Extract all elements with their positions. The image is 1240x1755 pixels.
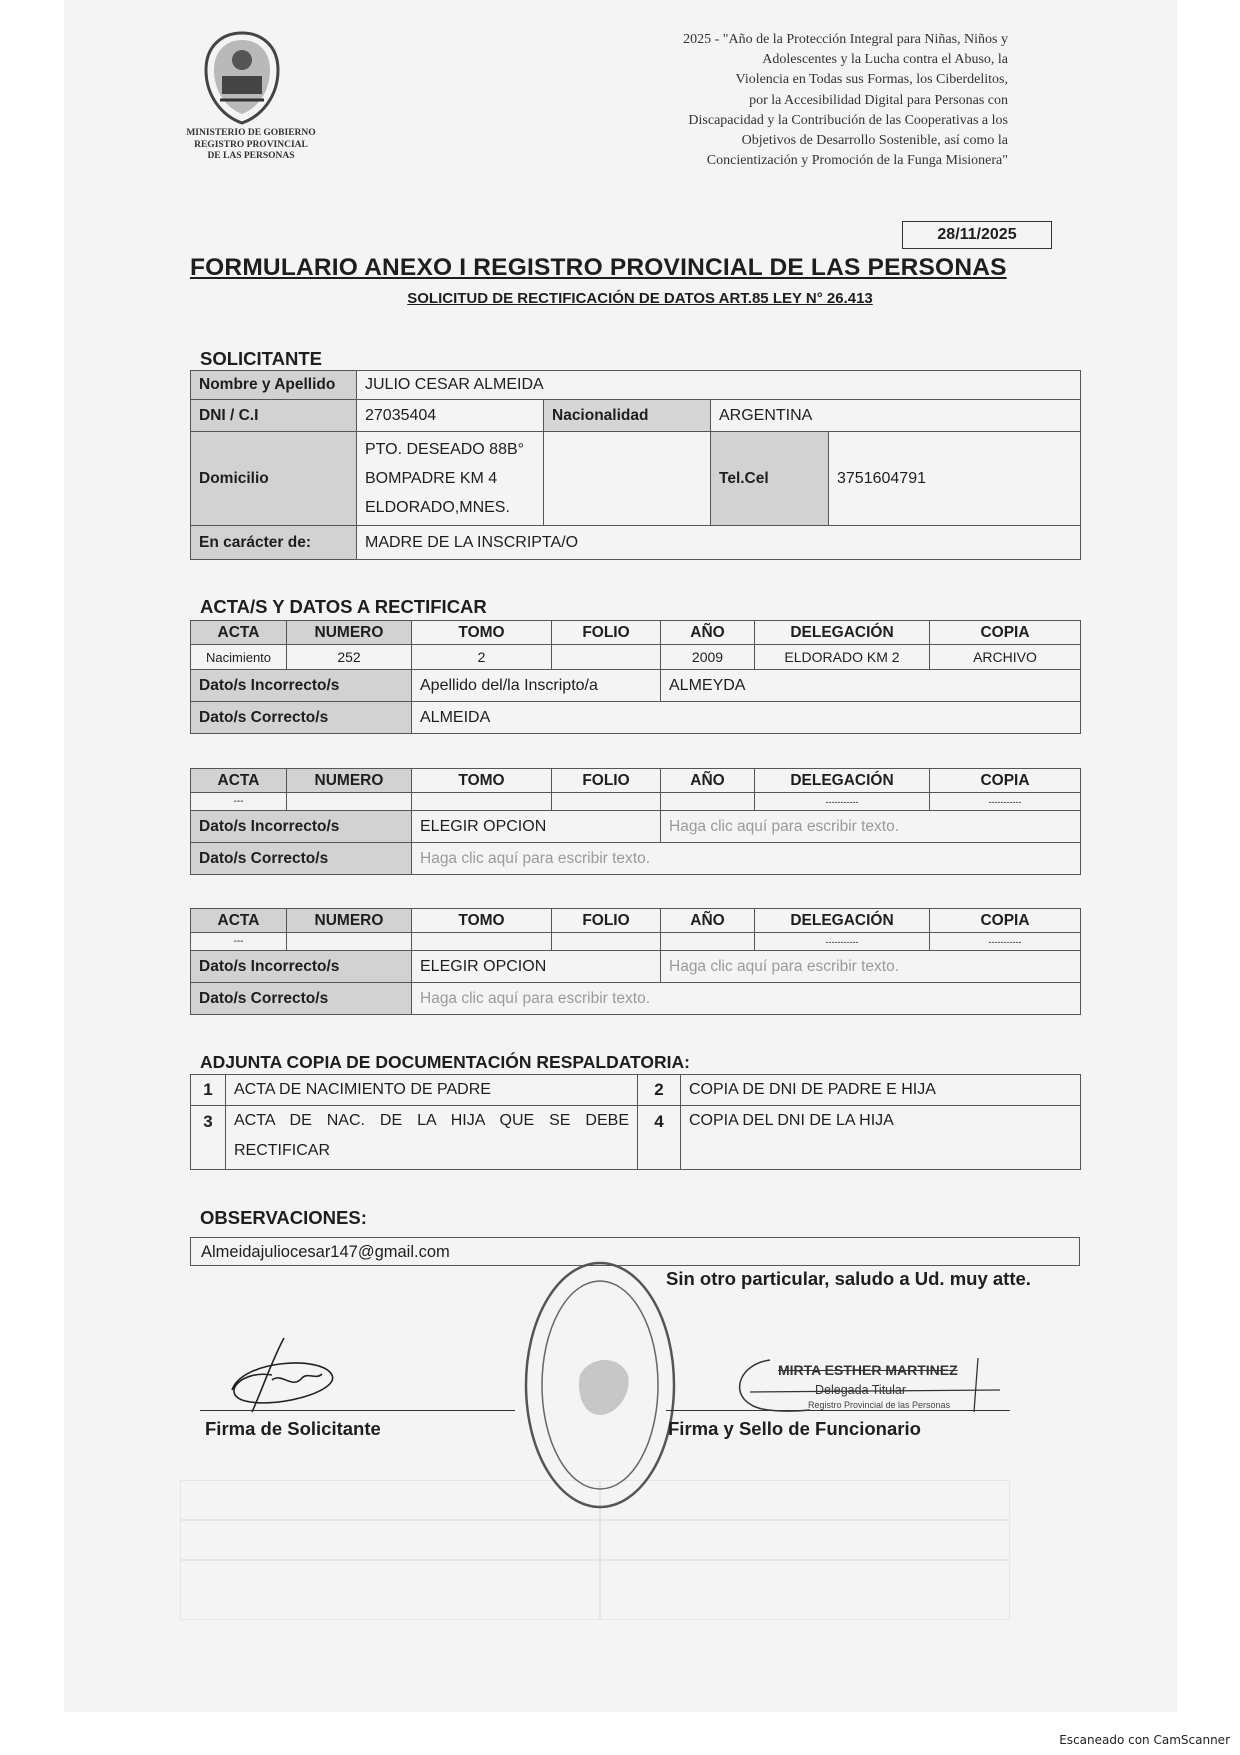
copia-field[interactable]: ----------- xyxy=(930,793,1081,811)
incorrect-label: Dato/s Incorrecto/s xyxy=(191,951,412,983)
section-title-observaciones: OBSERVACIONES: xyxy=(200,1207,367,1228)
form-subtitle: SOLICITUD DE RECTIFICACIÓN DE DATOS ART.85 LEY N° 26.413 xyxy=(407,290,873,307)
slogan-line: Discapacidad y la Contribución de las Cooperativas a los xyxy=(688,112,1008,128)
telcel-field[interactable]: 3751604791 xyxy=(829,432,1081,526)
incorrect-value-field[interactable]: Haga clic aquí para escribir texto. xyxy=(661,951,1081,983)
header-anio: AÑO xyxy=(661,621,755,645)
signature-line-solicitante xyxy=(200,1410,515,1411)
anio-field[interactable]: 2009 xyxy=(661,645,755,670)
folio-field[interactable] xyxy=(552,793,661,811)
correct-value-field[interactable]: ALMEIDA xyxy=(412,702,1081,734)
firma-funcionario-label: Firma y Sello de Funcionario xyxy=(668,1418,921,1439)
header-tomo: TOMO xyxy=(412,909,552,933)
correct-value-field[interactable]: Haga clic aquí para escribir texto. xyxy=(412,843,1081,875)
handwritten-signature xyxy=(212,1330,362,1420)
domicilio-line: BOMPADRE KM 4 xyxy=(365,470,498,487)
slogan-line: Objetivos de Desarrollo Sostenible, así como la xyxy=(741,133,1008,149)
folio-field[interactable] xyxy=(552,645,661,670)
correct-label: Dato/s Correcto/s xyxy=(191,983,412,1015)
ministry-line: REGISTRO PROVINCIAL xyxy=(194,139,308,150)
section-title-solicitante: SOLICITANTE xyxy=(200,348,322,369)
year-slogan xyxy=(520,30,1008,171)
caracter-label: En carácter de: xyxy=(191,526,357,560)
header-copia: COPIA xyxy=(930,909,1081,933)
tomo-field[interactable]: 2 xyxy=(412,645,552,670)
incorrect-option-select[interactable]: Apellido del/la Inscripto/a xyxy=(412,670,661,702)
official-round-stamp xyxy=(520,1255,680,1515)
slogan-line: Concientización y Promoción de la Funga Misionera" xyxy=(706,153,1008,169)
copia-field[interactable]: ARCHIVO xyxy=(930,645,1081,670)
domicilio-field[interactable] xyxy=(357,432,544,526)
nacionalidad-field[interactable]: ARGENTINA xyxy=(711,400,1081,432)
acta-type-field[interactable]: Nacimiento xyxy=(191,645,287,670)
incorrect-option-select[interactable]: ELEGIR OPCION xyxy=(412,951,661,983)
header-acta: ACTA xyxy=(191,769,287,793)
header-delegacion: DELEGACIÓN xyxy=(755,621,930,645)
bleed-through-lines xyxy=(180,1480,1010,1620)
caracter-field[interactable]: MADRE DE LA INSCRIPTA/O xyxy=(357,526,1081,560)
slogan-line: por la Accesibilidad Digital para Personas con xyxy=(749,92,1008,108)
nacionalidad-label: Nacionalidad xyxy=(544,400,711,432)
header-acta: ACTA xyxy=(191,621,287,645)
doc-number: 1 xyxy=(191,1075,226,1106)
anio-field[interactable] xyxy=(661,933,755,951)
header-folio: FOLIO xyxy=(552,621,661,645)
correct-value-field[interactable]: Haga clic aquí para escribir texto. xyxy=(412,983,1081,1015)
delegacion-field[interactable]: ELDORADO KM 2 xyxy=(755,645,930,670)
correct-label: Dato/s Correcto/s xyxy=(191,843,412,875)
header-tomo: TOMO xyxy=(412,769,552,793)
scanner-watermark: Escaneado con CamScanner xyxy=(1059,1733,1230,1747)
folio-field[interactable] xyxy=(552,933,661,951)
incorrect-label: Dato/s Incorrecto/s xyxy=(191,811,412,843)
delegacion-field[interactable]: ----------- xyxy=(755,933,930,951)
doc-item[interactable]: COPIA DEL DNI DE LA HIJA xyxy=(681,1106,1081,1170)
incorrect-label: Dato/s Incorrecto/s xyxy=(191,670,412,702)
ministry-line: MINISTERIO DE GOBIERNO xyxy=(186,128,316,138)
date-field[interactable]: 28/11/2025 xyxy=(902,221,1052,249)
ministry-line: DE LAS PERSONAS xyxy=(207,151,295,161)
official-role: Delegada Titular xyxy=(815,1383,907,1397)
doc-number: 4 xyxy=(638,1106,681,1170)
header-numero: NUMERO xyxy=(287,769,412,793)
section-title-adjunta: ADJUNTA COPIA DE DOCUMENTACIÓN RESPALDATORIA: xyxy=(200,1052,690,1072)
nombre-label: Nombre y Apellido xyxy=(191,371,357,400)
header-anio: AÑO xyxy=(661,769,755,793)
numero-field[interactable] xyxy=(287,933,412,951)
slogan-line: Adolescentes y la Lucha contra el Abuso, la xyxy=(762,52,1008,68)
header-numero: NUMERO xyxy=(287,621,412,645)
doc-item[interactable]: COPIA DE DNI DE PADRE E HIJA xyxy=(681,1075,1081,1106)
observaciones-field[interactable]: Almeidajuliocesar147@gmail.com xyxy=(190,1237,1080,1266)
form-title: FORMULARIO ANEXO I REGISTRO PROVINCIAL DE LAS PERSONAS xyxy=(190,254,1007,281)
official-name: MIRTA ESTHER MARTINEZ xyxy=(778,1362,958,1378)
closing-text: Sin otro particular, saludo a Ud. muy atte. xyxy=(666,1268,1031,1289)
domicilio-line: ELDORADO,MNES. xyxy=(365,499,510,516)
header-acta: ACTA xyxy=(191,909,287,933)
header-delegacion: DELEGACIÓN xyxy=(755,769,930,793)
doc-item[interactable]: ACTA DE NAC. DE LA HIJA QUE SE DEBE RECTIFICAR xyxy=(226,1106,638,1170)
header-tomo: TOMO xyxy=(412,621,552,645)
acta-type-field[interactable]: --- xyxy=(191,793,287,811)
solicitante-table xyxy=(190,370,1081,560)
provincial-seal-emblem xyxy=(200,30,284,126)
dni-field[interactable]: 27035404 xyxy=(357,400,544,432)
anio-field[interactable] xyxy=(661,793,755,811)
slogan-line: Violencia en Todas sus Formas, los Ciberdelitos, xyxy=(735,72,1008,88)
doc-number: 2 xyxy=(638,1075,681,1106)
header-copia: COPIA xyxy=(930,621,1081,645)
numero-field[interactable] xyxy=(287,793,412,811)
header-anio: AÑO xyxy=(661,909,755,933)
domicilio-label: Domicilio xyxy=(191,432,357,526)
header-copia: COPIA xyxy=(930,769,1081,793)
delegacion-field[interactable]: ----------- xyxy=(755,793,930,811)
firma-solicitante-label: Firma de Solicitante xyxy=(205,1418,381,1439)
signature-line-funcionario xyxy=(666,1410,1010,1411)
header-folio: FOLIO xyxy=(552,909,661,933)
incorrect-value-field[interactable]: Haga clic aquí para escribir texto. xyxy=(661,811,1081,843)
dni-label: DNI / C.I xyxy=(191,400,357,432)
tomo-field[interactable] xyxy=(412,933,552,951)
domicilio-line: PTO. DESEADO 88B° xyxy=(365,441,525,458)
official-org: Registro Provincial de las Personas xyxy=(808,1400,951,1410)
header-folio: FOLIO xyxy=(552,769,661,793)
adjunta-table xyxy=(190,1074,1081,1170)
telcel-label: Tel.Cel xyxy=(711,432,829,526)
copia-field[interactable]: ----------- xyxy=(930,933,1081,951)
incorrect-value-field[interactable]: ALMEYDA xyxy=(661,670,1081,702)
acta-table-1 xyxy=(190,620,1081,734)
acta-table-3 xyxy=(190,908,1081,1015)
tomo-field[interactable] xyxy=(412,793,552,811)
header-numero: NUMERO xyxy=(287,909,412,933)
acta-type-field[interactable]: --- xyxy=(191,933,287,951)
numero-field[interactable]: 252 xyxy=(287,645,412,670)
acta-table-2 xyxy=(190,768,1081,875)
slogan-line: 2025 - "Año de la Protección Integral para Niñas, Niños y xyxy=(683,32,1008,47)
correct-label: Dato/s Correcto/s xyxy=(191,702,412,734)
section-title-actas: ACTA/S Y DATOS A RECTIFICAR xyxy=(200,596,487,617)
incorrect-option-select[interactable]: ELEGIR OPCION xyxy=(412,811,661,843)
doc-number: 3 xyxy=(191,1106,226,1170)
nombre-field[interactable]: JULIO CESAR ALMEIDA xyxy=(357,371,1081,400)
ministry-header xyxy=(166,128,336,163)
header-delegacion: DELEGACIÓN xyxy=(755,909,930,933)
doc-item[interactable]: ACTA DE NACIMIENTO DE PADRE xyxy=(226,1075,638,1106)
